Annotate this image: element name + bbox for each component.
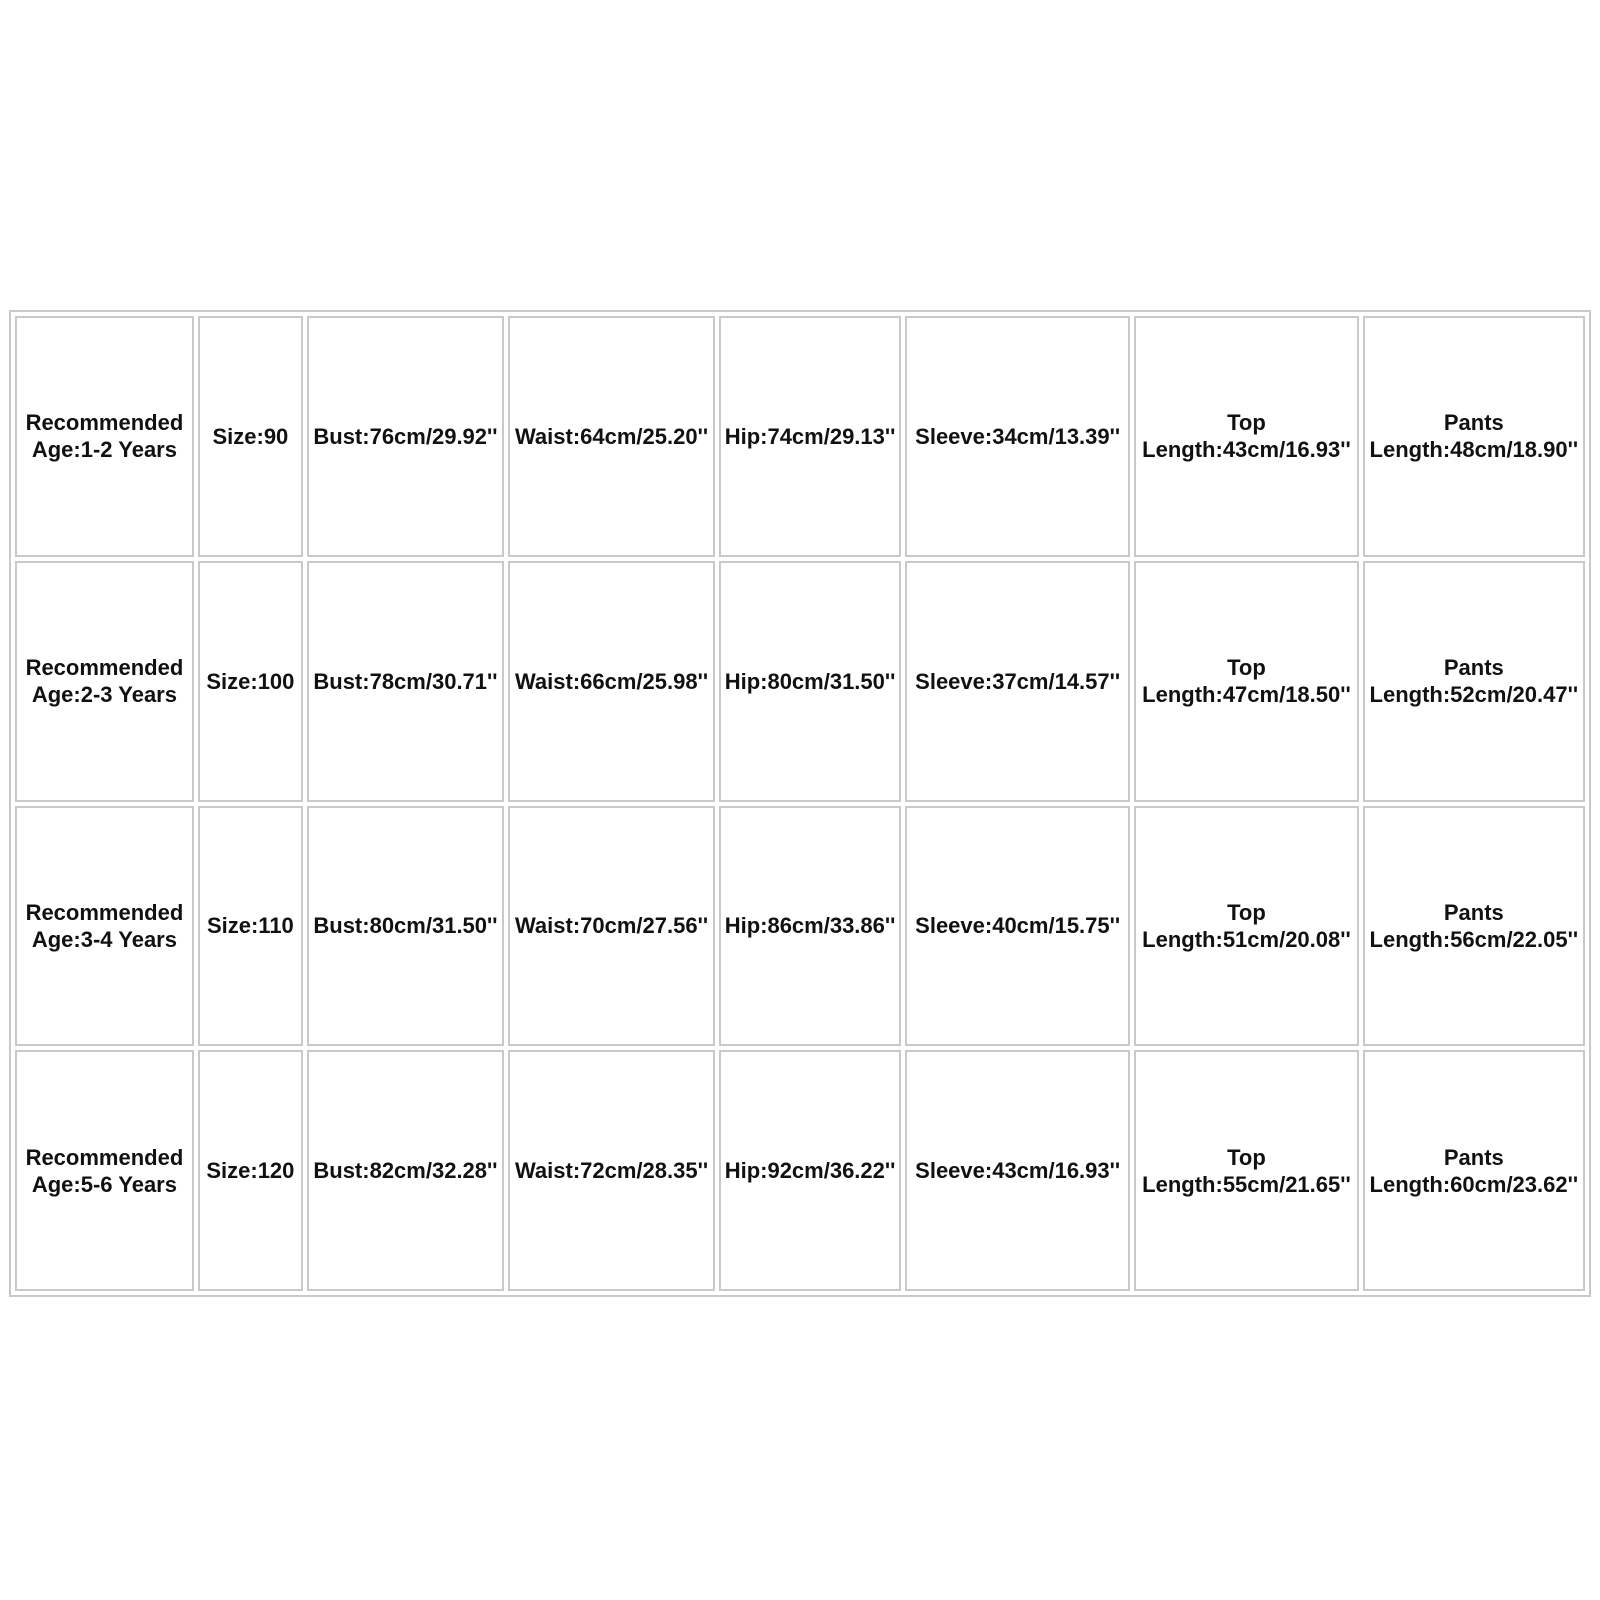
size-cell: Size:100 xyxy=(198,561,303,802)
age-label: Recommended xyxy=(25,410,184,436)
pants-length-cell xyxy=(1363,1050,1585,1291)
pants-length-value: Length:60cm/23.62'' xyxy=(1369,1171,1579,1197)
sleeve-cell: Sleeve:37cm/14.57'' xyxy=(905,561,1130,802)
sleeve-cell: Sleeve:43cm/16.93'' xyxy=(905,1050,1130,1291)
hip-cell: Hip:86cm/33.86'' xyxy=(719,806,901,1047)
table-row xyxy=(15,1050,1585,1291)
table-row xyxy=(15,561,1585,802)
bust-cell: Bust:80cm/31.50'' xyxy=(307,806,504,1047)
bust-cell: Bust:78cm/30.71'' xyxy=(307,561,504,802)
age-value: Age:2-3 Years xyxy=(31,682,177,708)
sleeve-cell: Sleeve:34cm/13.39'' xyxy=(905,316,1130,557)
size-cell: Size:90 xyxy=(198,316,303,557)
top-length-label: Top xyxy=(1227,655,1266,681)
age-cell xyxy=(15,561,194,802)
waist-cell: Waist:64cm/25.20'' xyxy=(508,316,715,557)
table-row xyxy=(15,316,1585,557)
top-length-label: Top xyxy=(1227,1144,1266,1170)
pants-length-label: Pants xyxy=(1443,655,1504,681)
waist-cell: Waist:70cm/27.56'' xyxy=(508,806,715,1047)
age-value: Age:3-4 Years xyxy=(31,926,177,952)
top-length-value: Length:47cm/18.50'' xyxy=(1142,682,1351,708)
table-row xyxy=(15,806,1585,1047)
top-length-value: Length:43cm/16.93'' xyxy=(1142,437,1351,463)
age-label: Recommended xyxy=(25,899,184,925)
top-length-value: Length:55cm/21.65'' xyxy=(1142,1171,1351,1197)
waist-cell: Waist:66cm/25.98'' xyxy=(508,561,715,802)
age-label: Recommended xyxy=(25,1144,184,1170)
pants-length-label: Pants xyxy=(1443,410,1504,436)
size-cell: Size:110 xyxy=(198,806,303,1047)
age-cell xyxy=(15,806,194,1047)
age-label: Recommended xyxy=(25,655,184,681)
top-length-cell xyxy=(1134,561,1358,802)
top-length-cell xyxy=(1134,1050,1358,1291)
pants-length-cell xyxy=(1363,561,1585,802)
age-value: Age:1-2 Years xyxy=(31,437,177,463)
top-length-label: Top xyxy=(1227,899,1266,925)
sleeve-cell: Sleeve:40cm/15.75'' xyxy=(905,806,1130,1047)
waist-cell: Waist:72cm/28.35'' xyxy=(508,1050,715,1291)
bust-cell: Bust:76cm/29.92'' xyxy=(307,316,504,557)
size-cell: Size:120 xyxy=(198,1050,303,1291)
pants-length-label: Pants xyxy=(1443,1144,1504,1170)
age-cell xyxy=(15,316,194,557)
pants-length-label: Pants xyxy=(1443,899,1504,925)
top-length-cell xyxy=(1134,316,1358,557)
pants-length-cell xyxy=(1363,806,1585,1047)
hip-cell: Hip:92cm/36.22'' xyxy=(719,1050,901,1291)
pants-length-value: Length:48cm/18.90'' xyxy=(1369,437,1579,463)
age-cell xyxy=(15,1050,194,1291)
pants-length-value: Length:56cm/22.05'' xyxy=(1369,926,1579,952)
top-length-label: Top xyxy=(1227,410,1266,436)
top-length-value: Length:51cm/20.08'' xyxy=(1142,926,1351,952)
age-value: Age:5-6 Years xyxy=(31,1171,177,1197)
pants-length-value: Length:52cm/20.47'' xyxy=(1369,682,1579,708)
pants-length-cell xyxy=(1363,316,1585,557)
top-length-cell xyxy=(1134,806,1358,1047)
hip-cell: Hip:80cm/31.50'' xyxy=(719,561,901,802)
bust-cell: Bust:82cm/32.28'' xyxy=(307,1050,504,1291)
hip-cell: Hip:74cm/29.13'' xyxy=(719,316,901,557)
size-chart-table xyxy=(9,310,1591,1297)
